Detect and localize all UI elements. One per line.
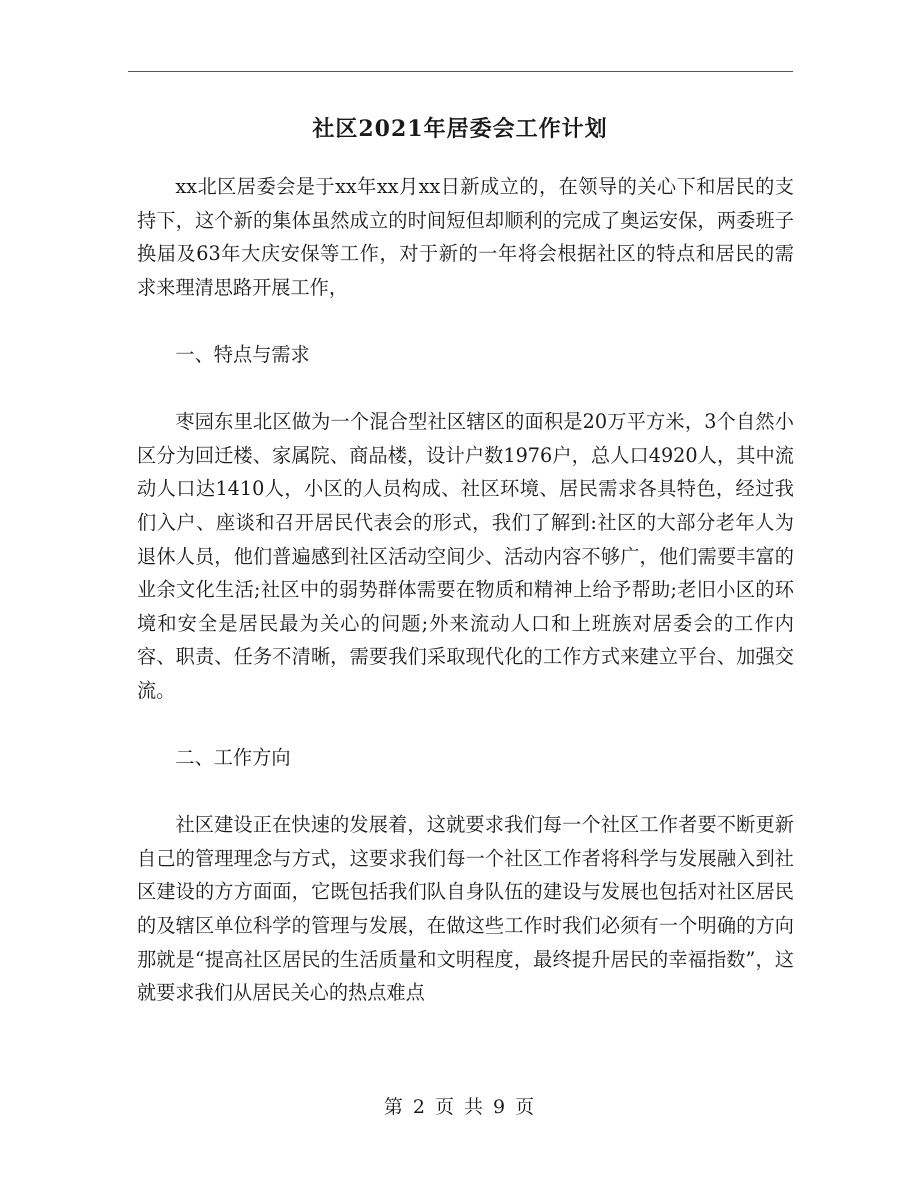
section-heading-direction: 二、工作方向 bbox=[175, 746, 291, 770]
intro-paragraph: xx北区居委会是于xx年xx月xx日新成立的，在领导的关心下和居民的支持下，这个新的集体虽然成立的时间短但却顺利的完成了奥运安保，两委班子换届及63年大庆安保等工作，对于新的一年将会根据社区的特点和居民的需求来理清思路开展工作， bbox=[137, 175, 794, 299]
document-body bbox=[137, 170, 794, 1043]
section-heading-features: 一、特点与需求 bbox=[175, 342, 310, 366]
header-rule bbox=[128, 71, 793, 72]
section-body-direction: 社区建设正在快速的发展着，这就要求我们每一个社区工作者要不断更新自己的管理理念与方式，这要求我们每一个社区工作者将科学与发展融入到社区建设的方方面面，它既包括我们队自身队伍的建设与发展也包括对社区居民的及辖区单位科学的管理与发展，在做这些工作时我们必须有一个明确的方向那就是“提高社区居民的生活质量和文明程度，最终提升居民的幸福指数”，这就要求我们从居民关心的热点难点 bbox=[137, 813, 794, 1005]
document-title: 社区2021年居委会工作计划 bbox=[312, 116, 608, 142]
page-number-footer: 第 2 页 共 9 页 bbox=[383, 1096, 537, 1118]
section-body-features: 枣园东里北区做为一个混合型社区辖区的面积是20万平方米，3个自然小区分为回迁楼、家属院、商品楼，设计户数1976户，总人口4920人，其中流动人口达1410人，小区的人员构成、社区环境、居民需求各具特色，经过我们入户、座谈和召开居民代表会的形式，我们了解到:社区的大部分老年人为退休人员，他们普遍感到社区活动空间少、活动内容不够广，他们需要丰富的业余文化生活;社区中的弱势群体需要在物质和精神上给予帮助;老旧小区的环境和安全是居民最为关心的问题;外来流动人口和上班族对居委会的工作内容、职责、任务不清晰，需要我们采取现代化的工作方式来建立平台、加强交流。 bbox=[137, 410, 794, 702]
